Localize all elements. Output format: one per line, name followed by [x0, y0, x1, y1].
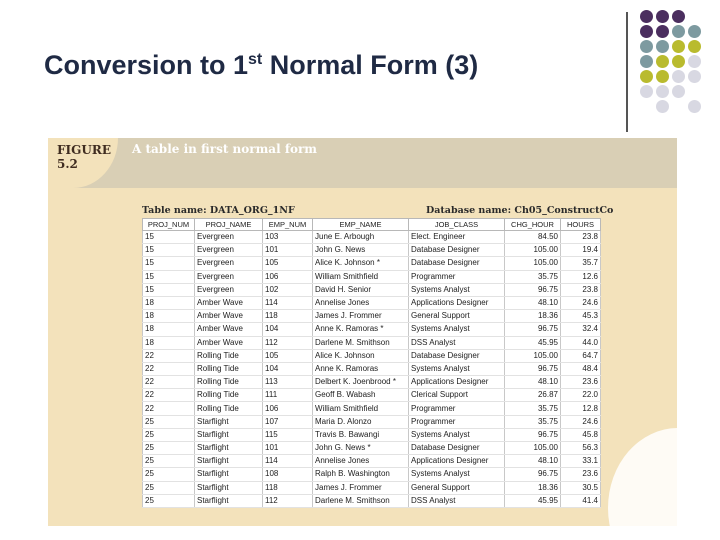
table-row: [143, 494, 601, 507]
cell-proj-num: 25: [143, 455, 195, 468]
decorative-dot: [640, 25, 653, 38]
cell-job-class: Applications Designer: [409, 296, 505, 309]
cell-chg-hour: 18.36: [505, 481, 561, 494]
cell-emp-name: Geoff B. Wabash: [313, 389, 409, 402]
cell-proj-name: Rolling Tide: [195, 389, 263, 402]
cell-chg-hour: 35.75: [505, 402, 561, 415]
cell-job-class: DSS Analyst: [409, 336, 505, 349]
decorative-dot: [656, 40, 669, 53]
cell-job-class: Programmer: [409, 415, 505, 428]
slide-title: [44, 50, 478, 81]
cell-proj-name: Starflight: [195, 481, 263, 494]
decorative-divider: [626, 12, 628, 132]
table-row: [143, 402, 601, 415]
cell-emp-num: 101: [263, 244, 313, 257]
table-row: [143, 389, 601, 402]
cell-emp-num: 107: [263, 415, 313, 428]
cell-emp-name: Anne K. Ramoras *: [313, 323, 409, 336]
cell-chg-hour: 96.75: [505, 428, 561, 441]
cell-emp-num: 114: [263, 455, 313, 468]
column-header-proj-name: PROJ_NAME: [195, 219, 263, 231]
cell-proj-name: Rolling Tide: [195, 349, 263, 362]
cell-emp-num: 106: [263, 402, 313, 415]
cell-proj-name: Evergreen: [195, 283, 263, 296]
table-row: [143, 442, 601, 455]
cell-proj-num: 22: [143, 389, 195, 402]
cell-emp-num: 105: [263, 257, 313, 270]
figure-header: [48, 138, 677, 188]
cell-emp-num: 112: [263, 494, 313, 507]
table-row: [143, 257, 601, 270]
cell-emp-name: John G. News: [313, 244, 409, 257]
cell-hours: 64.7: [561, 349, 601, 362]
cell-chg-hour: 96.75: [505, 283, 561, 296]
decorative-dot: [672, 25, 685, 38]
cell-job-class: General Support: [409, 310, 505, 323]
cell-proj-num: 22: [143, 376, 195, 389]
cell-proj-num: 15: [143, 244, 195, 257]
cell-proj-num: 22: [143, 349, 195, 362]
decorative-dot: [656, 55, 669, 68]
cell-hours: 22.0: [561, 389, 601, 402]
column-header-emp-num: EMP_NUM: [263, 219, 313, 231]
title-main: Conversion to 1: [44, 50, 249, 80]
cell-job-class: Programmer: [409, 270, 505, 283]
cell-job-class: Systems Analyst: [409, 468, 505, 481]
cell-chg-hour: 18.36: [505, 310, 561, 323]
cell-proj-name: Amber Wave: [195, 310, 263, 323]
cell-proj-num: 25: [143, 468, 195, 481]
cell-job-class: Systems Analyst: [409, 362, 505, 375]
cell-hours: 48.4: [561, 362, 601, 375]
cell-hours: 12.6: [561, 270, 601, 283]
cell-proj-name: Evergreen: [195, 257, 263, 270]
cell-chg-hour: 26.87: [505, 389, 561, 402]
cell-chg-hour: 105.00: [505, 244, 561, 257]
cell-emp-name: Anne K. Ramoras: [313, 362, 409, 375]
cell-emp-name: Darlene M. Smithson: [313, 494, 409, 507]
table-row: [143, 362, 601, 375]
cell-proj-name: Amber Wave: [195, 296, 263, 309]
cell-hours: 24.6: [561, 415, 601, 428]
cell-proj-name: Starflight: [195, 442, 263, 455]
cell-emp-num: 118: [263, 481, 313, 494]
cell-job-class: Systems Analyst: [409, 428, 505, 441]
table-row: [143, 336, 601, 349]
column-header-job-class: JOB_CLASS: [409, 219, 505, 231]
cell-proj-num: 25: [143, 428, 195, 441]
database-name-label: Database name: Ch05_ConstructCo: [426, 205, 614, 216]
cell-proj-num: 18: [143, 336, 195, 349]
cell-hours: 41.4: [561, 494, 601, 507]
cell-emp-name: David H. Senior: [313, 283, 409, 296]
cell-emp-num: 113: [263, 376, 313, 389]
cell-hours: 35.7: [561, 257, 601, 270]
table-row: [143, 244, 601, 257]
cell-chg-hour: 48.10: [505, 296, 561, 309]
cell-proj-name: Rolling Tide: [195, 376, 263, 389]
decorative-dot: [640, 70, 653, 83]
cell-chg-hour: 48.10: [505, 376, 561, 389]
cell-job-class: Database Designer: [409, 244, 505, 257]
cell-emp-num: 103: [263, 231, 313, 244]
cell-proj-name: Evergreen: [195, 244, 263, 257]
decorative-dot: [688, 70, 701, 83]
cell-hours: 56.3: [561, 442, 601, 455]
column-header-proj-num: PROJ_NUM: [143, 219, 195, 231]
cell-job-class: Database Designer: [409, 257, 505, 270]
cell-proj-num: 25: [143, 442, 195, 455]
cell-hours: 23.8: [561, 283, 601, 296]
cell-chg-hour: 84.50: [505, 231, 561, 244]
cell-emp-name: John G. News *: [313, 442, 409, 455]
cell-hours: 23.8: [561, 231, 601, 244]
table-body: [143, 231, 601, 508]
cell-job-class: Database Designer: [409, 349, 505, 362]
cell-proj-num: 25: [143, 415, 195, 428]
cell-emp-name: Annelise Jones: [313, 296, 409, 309]
decorative-dot: [688, 100, 701, 113]
figure-tab: [48, 138, 118, 188]
decorative-dot: [640, 10, 653, 23]
cell-hours: 44.0: [561, 336, 601, 349]
decorative-dot: [688, 40, 701, 53]
column-header-hours: HOURS: [561, 219, 601, 231]
cell-emp-name: Delbert K. Joenbrood *: [313, 376, 409, 389]
cell-job-class: Elect. Engineer: [409, 231, 505, 244]
data-table: [142, 218, 601, 508]
decorative-dot: [656, 85, 669, 98]
cell-emp-num: 102: [263, 283, 313, 296]
cell-hours: 23.6: [561, 376, 601, 389]
cell-chg-hour: 35.75: [505, 270, 561, 283]
cell-emp-name: Maria D. Alonzo: [313, 415, 409, 428]
cell-job-class: Applications Designer: [409, 376, 505, 389]
cell-emp-name: Alice K. Johnson: [313, 349, 409, 362]
cell-emp-num: 111: [263, 389, 313, 402]
table-row: [143, 455, 601, 468]
table-row: [143, 296, 601, 309]
decorative-swoosh: [608, 428, 677, 526]
cell-chg-hour: 45.95: [505, 336, 561, 349]
decorative-dot: [688, 25, 701, 38]
cell-hours: 30.5: [561, 481, 601, 494]
table-row: [143, 231, 601, 244]
figure-caption: A table in first normal form: [132, 142, 317, 156]
column-header-emp-name: EMP_NAME: [313, 219, 409, 231]
cell-emp-num: 104: [263, 362, 313, 375]
table-row: [143, 270, 601, 283]
table-header-row: [143, 219, 601, 231]
cell-hours: 45.3: [561, 310, 601, 323]
cell-proj-name: Rolling Tide: [195, 402, 263, 415]
cell-proj-name: Starflight: [195, 494, 263, 507]
table-row: [143, 349, 601, 362]
decorative-dot: [640, 55, 653, 68]
cell-emp-num: 108: [263, 468, 313, 481]
cell-emp-name: June E. Arbough: [313, 231, 409, 244]
cell-hours: 12.8: [561, 402, 601, 415]
table-row: [143, 468, 601, 481]
decorative-dot: [656, 70, 669, 83]
cell-emp-num: 105: [263, 349, 313, 362]
cell-emp-name: Ralph B. Washington: [313, 468, 409, 481]
table-row: [143, 481, 601, 494]
decorative-dot: [672, 55, 685, 68]
table-row: [143, 376, 601, 389]
cell-proj-num: 25: [143, 481, 195, 494]
cell-proj-num: 18: [143, 296, 195, 309]
cell-emp-name: Alice K. Johnson *: [313, 257, 409, 270]
decorative-dot: [672, 40, 685, 53]
cell-chg-hour: 96.75: [505, 468, 561, 481]
table-row: [143, 323, 601, 336]
cell-emp-name: James J. Frommer: [313, 481, 409, 494]
figure-panel: [48, 138, 677, 526]
cell-emp-name: Annelise Jones: [313, 455, 409, 468]
cell-emp-num: 115: [263, 428, 313, 441]
cell-proj-name: Amber Wave: [195, 323, 263, 336]
cell-proj-name: Evergreen: [195, 231, 263, 244]
cell-proj-num: 18: [143, 323, 195, 336]
table-row: [143, 415, 601, 428]
cell-emp-name: William Smithfield: [313, 402, 409, 415]
cell-proj-num: 15: [143, 270, 195, 283]
cell-chg-hour: 45.95: [505, 494, 561, 507]
decorative-dot: [672, 85, 685, 98]
decorative-dot: [640, 40, 653, 53]
table-row: [143, 310, 601, 323]
cell-job-class: Programmer: [409, 402, 505, 415]
column-header-chg-hour: CHG_HOUR: [505, 219, 561, 231]
cell-emp-num: 104: [263, 323, 313, 336]
decorative-dot: [672, 70, 685, 83]
table-row: [143, 428, 601, 441]
decorative-dot-grid: [640, 10, 720, 120]
cell-proj-name: Starflight: [195, 455, 263, 468]
cell-proj-num: 22: [143, 402, 195, 415]
cell-chg-hour: 105.00: [505, 349, 561, 362]
cell-job-class: Database Designer: [409, 442, 505, 455]
cell-emp-num: 106: [263, 270, 313, 283]
cell-emp-num: 118: [263, 310, 313, 323]
cell-chg-hour: 105.00: [505, 442, 561, 455]
cell-proj-num: 15: [143, 257, 195, 270]
cell-emp-name: Travis B. Bawangi: [313, 428, 409, 441]
cell-emp-name: Darlene M. Smithson: [313, 336, 409, 349]
cell-emp-name: James J. Frommer: [313, 310, 409, 323]
figure-label: [57, 143, 117, 171]
cell-job-class: Systems Analyst: [409, 283, 505, 296]
cell-proj-num: 15: [143, 231, 195, 244]
cell-chg-hour: 96.75: [505, 362, 561, 375]
cell-chg-hour: 105.00: [505, 257, 561, 270]
cell-chg-hour: 48.10: [505, 455, 561, 468]
cell-emp-num: 114: [263, 296, 313, 309]
cell-proj-num: 18: [143, 310, 195, 323]
cell-chg-hour: 35.75: [505, 415, 561, 428]
title-rest: Normal Form (3): [262, 50, 479, 80]
cell-job-class: Clerical Support: [409, 389, 505, 402]
cell-proj-name: Amber Wave: [195, 336, 263, 349]
decorative-dot: [640, 85, 653, 98]
decorative-dot: [656, 10, 669, 23]
cell-hours: 19.4: [561, 244, 601, 257]
decorative-dot: [656, 100, 669, 113]
cell-proj-name: Starflight: [195, 428, 263, 441]
cell-job-class: General Support: [409, 481, 505, 494]
decorative-dot: [672, 10, 685, 23]
table-row: [143, 283, 601, 296]
figure-label-line2: 5.2: [57, 157, 78, 171]
cell-emp-num: 101: [263, 442, 313, 455]
table-name-label: Table name: DATA_ORG_1NF: [142, 205, 295, 216]
cell-hours: 45.8: [561, 428, 601, 441]
cell-hours: 32.4: [561, 323, 601, 336]
cell-proj-num: 25: [143, 494, 195, 507]
cell-proj-name: Starflight: [195, 415, 263, 428]
cell-proj-num: 22: [143, 362, 195, 375]
cell-proj-name: Rolling Tide: [195, 362, 263, 375]
title-superscript: st: [248, 51, 263, 68]
cell-hours: 23.6: [561, 468, 601, 481]
cell-hours: 33.1: [561, 455, 601, 468]
cell-proj-name: Starflight: [195, 468, 263, 481]
cell-emp-num: 112: [263, 336, 313, 349]
decorative-dot: [688, 55, 701, 68]
decorative-dot: [656, 25, 669, 38]
cell-job-class: DSS Analyst: [409, 494, 505, 507]
cell-proj-name: Evergreen: [195, 270, 263, 283]
figure-label-line1: FIGURE: [57, 143, 111, 157]
cell-chg-hour: 96.75: [505, 323, 561, 336]
cell-job-class: Systems Analyst: [409, 323, 505, 336]
cell-proj-num: 15: [143, 283, 195, 296]
cell-hours: 24.6: [561, 296, 601, 309]
cell-job-class: Applications Designer: [409, 455, 505, 468]
cell-emp-name: William Smithfield: [313, 270, 409, 283]
